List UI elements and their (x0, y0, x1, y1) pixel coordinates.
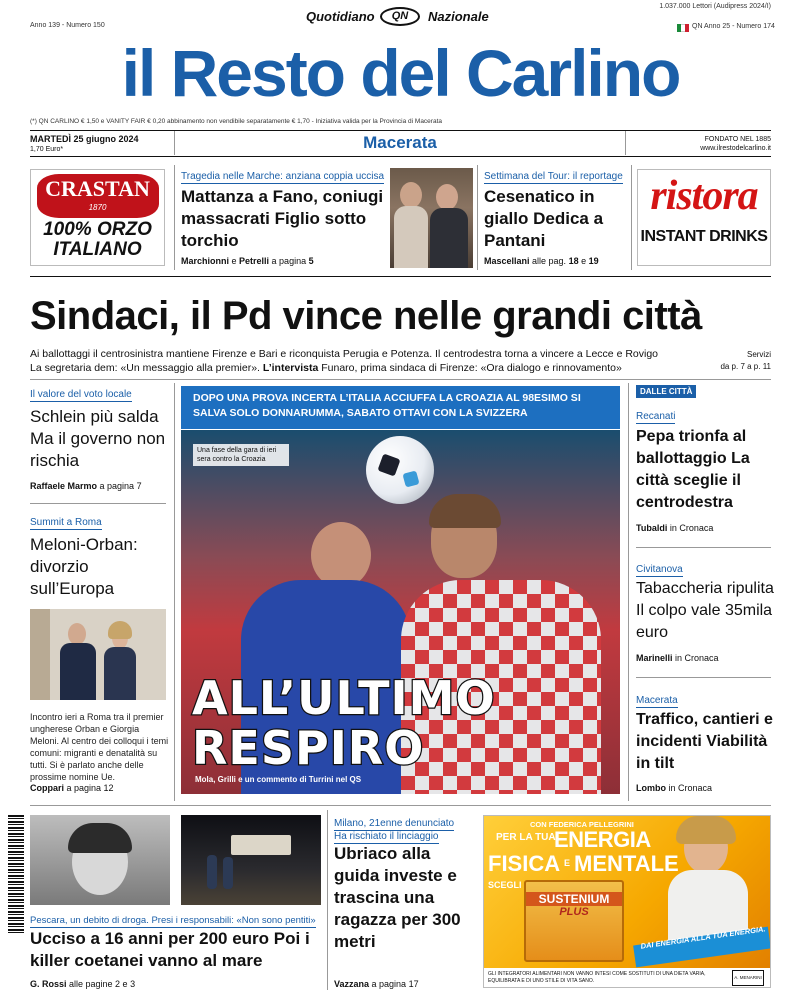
barcode (8, 815, 24, 935)
center-headline-1[interactable]: ALL’ULTIMO (192, 671, 496, 725)
crime-scene-photo (181, 815, 321, 905)
schlein-kicker[interactable]: Il valore del voto locale (30, 389, 132, 400)
qn-logo: QN (380, 7, 420, 26)
main-headline[interactable]: Sindaci, il Pd vince nelle grandi città (30, 294, 702, 338)
dalle-citta-label: DALLE CITTÀ (636, 385, 696, 398)
macerata-kicker[interactable]: Macerata (636, 695, 678, 706)
meloni-orban-photo (30, 609, 166, 700)
masthead-title: il Resto del Carlino (121, 36, 680, 110)
macerata-headline[interactable]: Traffico, cantieri e incidenti Viabilità in tilt (636, 711, 773, 772)
ristora-ad[interactable] (637, 169, 771, 266)
masthead-quotidiano: Quotidiano (306, 9, 375, 24)
milano-kicker-1[interactable]: Milano, 21enne denunciato (334, 818, 455, 829)
football-icon (366, 436, 434, 504)
qn-issue: QN Anno 25 - Numero 174 (692, 23, 775, 30)
victim-photo (30, 815, 170, 905)
summit-byline: Coppari a pagina 12 (30, 783, 114, 793)
tour-byline: Mascellani alle pag. 18 e 19 (484, 256, 599, 266)
macerata-byline: Lombo in Cronaca (636, 783, 713, 793)
readers-count: 1.037.000 Lettori (Audipress 2024/I) (659, 3, 771, 10)
milano-kicker-2[interactable]: Ha rischiato il linciaggio (334, 831, 439, 842)
main-sub2: La segretaria dem: «Un messaggio alla premier». L’intervista Funaro, prima sindaca di Firenze: «Ora dialogo e rinnovamento» (30, 362, 622, 374)
summit-headline[interactable]: Meloni-Orban: divorzio sull’Europa (30, 535, 138, 598)
schlein-byline: Raffaele Marmo a pagina 7 (30, 481, 142, 491)
fano-headline[interactable]: Mattanza a Fano, coniugi massacrati Figlio sotto torchio (181, 187, 384, 250)
crastan-line2: ITALIANO (53, 239, 142, 260)
ristora-logo: ristora (650, 173, 758, 219)
pescara-byline: G. Rossi alle pagine 2 e 3 (30, 979, 136, 989)
italy-flag-icon (677, 24, 689, 32)
summit-kicker[interactable]: Summit a Roma (30, 517, 102, 528)
recanati-byline: Tubaldi in Cronaca (636, 523, 714, 533)
sustenium-box: SUSTENIUM PLUS (524, 880, 624, 962)
main-sub1: Ai ballottaggi il centrosinistra mantiene Firenze e Bari e riconquista Perugia e Potenza. Il centrodestra torna a vincere a Lecce e Rovigo (30, 348, 659, 360)
italy-banner[interactable]: DOPO UNA PROVA INCERTA L’ITALIA ACCIUFFA LA CROAZIA AL 98ESIMO SI SALVA SOLO DONNARUMMA, SABATO OTTAVI CON LA SVIZZERA (181, 386, 620, 429)
summit-body: Incontro ieri a Roma tra il premier ungherese Orban e Giorgia Meloni. Al centro dei colloqui i temi comuni: migranti e denatalità su tutti. Si è parlato anche delle prossime nomine Ue. (30, 712, 169, 782)
center-headline-2[interactable]: RESPIRO (192, 721, 425, 775)
issue-date: MARTEDÌ 25 giugno 2024 (30, 134, 139, 144)
founded: FONDATO NEL 1885 (704, 136, 771, 143)
price-note: (*) QN CARLINO € 1,50 e VANITY FAIR € 0,20 abbinamento non vendibile separatamente € 1,70 - Iniziativa valida per la Provincia di Macerata (30, 118, 443, 125)
fano-byline: Marchionni e Petrelli a pagina 5 (181, 256, 314, 266)
milano-headline[interactable]: Ubriaco alla guida investe e trascina una ragazza per 300 metri (334, 844, 461, 951)
issue-price: 1,70 Euro* (30, 146, 64, 153)
civitanova-byline: Marinelli in Cronaca (636, 653, 719, 663)
pescara-headline[interactable]: Ucciso a 16 anni per 200 euro Poi i killer coetanei vanno al mare (30, 929, 310, 970)
crastan-line1: 100% ORZO (43, 219, 152, 240)
recanati-headline[interactable]: Pepa trionfa al ballottaggio La città sceglie il centrodestra (636, 428, 750, 511)
civitanova-kicker[interactable]: Civitanova (636, 564, 683, 575)
website[interactable]: www.ilrestodelcarlino.it (700, 145, 771, 152)
civitanova-headline[interactable]: Tabaccheria ripulita Il colpo vale 35mila euro (636, 580, 774, 641)
servizi-pages: da p. 7 a p. 11 (720, 362, 771, 371)
edition-name: Macerata (363, 133, 437, 152)
crastan-logo: CRASTAN 1870 (37, 174, 159, 218)
tour-kicker[interactable]: Settimana del Tour: il reportage (484, 171, 623, 182)
tour-headline[interactable]: Cesenatico in giallo Dedica a Pantani (484, 187, 604, 250)
sustenium-ad[interactable]: CON FEDERICA PELLEGRINI PER LA TUA ENERGIA FISICA E MENTALE SCEGLI SUSTENIUM PLUS DAI ENERGIA ALLA TUA ENERGIA. GLI INTEGRATORI ALIMENTARI NON VANNO INTESI COME SOSTITUTI DI UNA DIETA VARIA, EQUILIBRATA E DI UNO STILE DI VITA SANO. A. MENARINI (483, 815, 771, 988)
menarini-logo: A. MENARINI (732, 970, 764, 986)
ristora-sub: INSTANT DRINKS (640, 228, 768, 245)
schlein-headline[interactable]: Schlein più salda Ma il governo non rischia (30, 407, 166, 470)
fano-kicker[interactable]: Tragedia nelle Marche: anziana coppia uccisa (181, 171, 385, 182)
photo-caption: Una fase della gara di ieri sera contro la Croazia (193, 444, 289, 466)
recanati-kicker[interactable]: Recanati (636, 411, 676, 422)
crastan-ad[interactable] (30, 169, 165, 266)
center-credits: Mola, Grilli e un commento di Turrini nel QS (195, 775, 362, 784)
milano-byline: Vazzana a pagina 17 (334, 979, 419, 989)
servizi-label: Servizi (746, 350, 771, 359)
couple-photo (390, 168, 473, 268)
issue-number: Anno 139 - Numero 150 (30, 22, 105, 29)
pescara-kicker[interactable]: Pescara, un debito di droga. Presi i responsabili: «Non sono pentiti» (30, 915, 316, 926)
masthead-nazionale: Nazionale (428, 9, 489, 24)
